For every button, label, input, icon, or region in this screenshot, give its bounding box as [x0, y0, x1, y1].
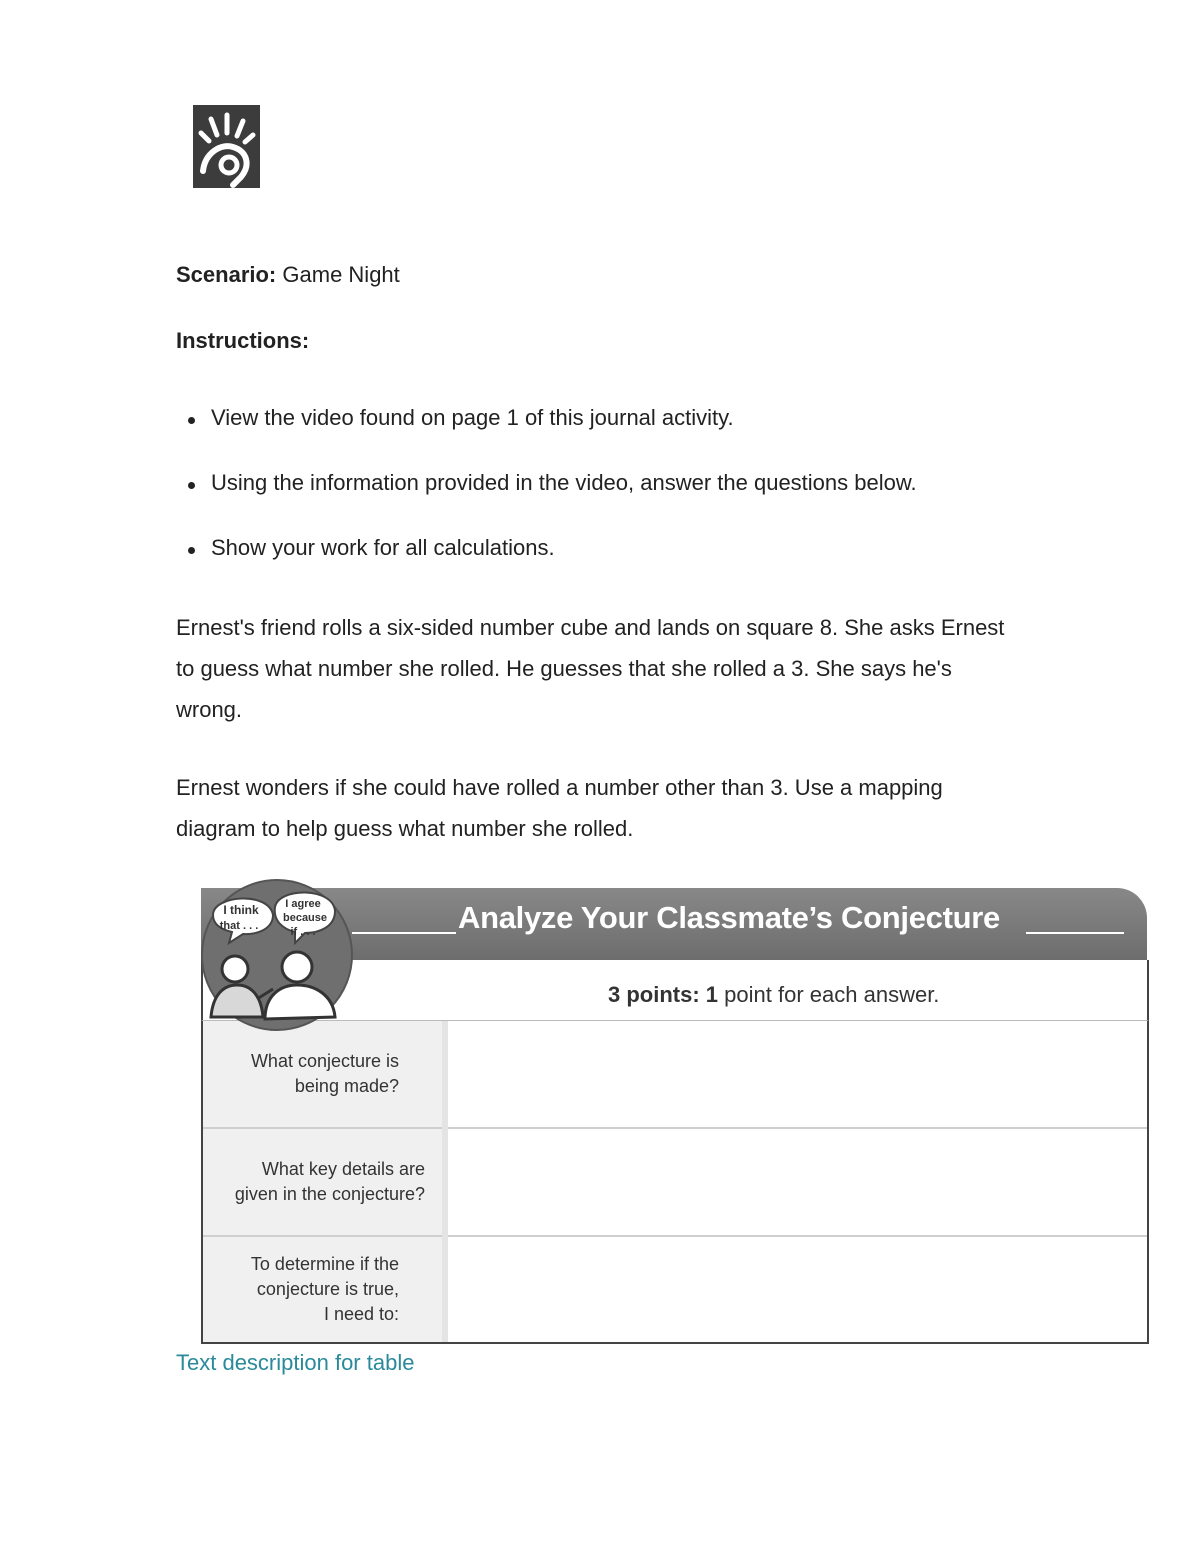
question-line: given in the conjecture?	[234, 1184, 425, 1204]
points-text	[608, 982, 939, 1008]
points-rest: point for each answer.	[724, 982, 940, 1007]
table-row	[203, 1237, 1147, 1342]
scenario-line	[176, 261, 400, 289]
banner-rule-left	[352, 932, 456, 934]
question-line: being made?	[294, 1076, 399, 1096]
bubble-right-line2: because	[282, 912, 328, 924]
table-description-link[interactable]: Text description for table	[176, 1350, 415, 1375]
table-title: Analyze Your Classmate’s Conjecture	[458, 900, 1000, 935]
bubble-right-line3: if . . .	[290, 926, 316, 938]
bubble-left-line1: I think	[223, 903, 259, 917]
scenario-value: Game Night	[282, 262, 400, 287]
table-row	[203, 1021, 1147, 1127]
paragraph-line: wrong.	[176, 697, 243, 722]
conjecture-table	[201, 1020, 1149, 1344]
question-cell	[203, 1021, 442, 1127]
question-line: To determine if the	[250, 1254, 399, 1274]
instruction-item: Show your work for all calculations.	[176, 534, 917, 599]
question-cell	[203, 1237, 442, 1342]
instruction-item: View the video found on page 1 of this journal activity.	[176, 404, 917, 469]
answer-cell[interactable]	[448, 1237, 1147, 1342]
activity-logo	[193, 105, 260, 188]
question-line: I need to:	[323, 1304, 399, 1324]
classmates-talking-icon	[199, 877, 355, 1033]
points-bold: 3 points:	[608, 982, 700, 1007]
paragraph-line: Ernest wonders if she could have rolled a number other than 3. Use a mapping	[176, 775, 943, 800]
banner-rule-right	[1026, 932, 1124, 934]
question-line: What conjecture is	[250, 1051, 399, 1071]
scenario-paragraph-1	[176, 607, 1066, 730]
bubble-right-line1: I agree	[285, 898, 321, 910]
ideas-hand-icon	[193, 105, 260, 188]
answer-cell[interactable]	[448, 1129, 1147, 1235]
instructions-list	[176, 404, 917, 599]
paragraph-line: to guess what number she rolled. He guesses that she rolled a 3. She says he's	[176, 656, 952, 681]
question-cell	[203, 1129, 442, 1235]
scenario-paragraph-2	[176, 767, 1066, 849]
discussion-badge	[199, 877, 355, 1033]
paragraph-line: Ernest's friend rolls a six-sided number cube and lands on square 8. She asks Ernest	[176, 615, 1005, 640]
instructions-heading: Instructions:	[176, 328, 310, 353]
answer-cell[interactable]	[448, 1021, 1147, 1127]
table-row	[203, 1129, 1147, 1235]
question-line: What key details are	[261, 1159, 425, 1179]
paragraph-line: diagram to help guess what number she rolled.	[176, 816, 634, 841]
bubble-left-line2: that . . .	[219, 920, 259, 932]
points-number: 1	[705, 982, 719, 1007]
instruction-item: Using the information provided in the video, answer the questions below.	[176, 469, 917, 534]
scenario-label: Scenario:	[176, 262, 277, 287]
column-divider	[442, 1021, 448, 1342]
question-line: conjecture is true,	[256, 1279, 399, 1299]
